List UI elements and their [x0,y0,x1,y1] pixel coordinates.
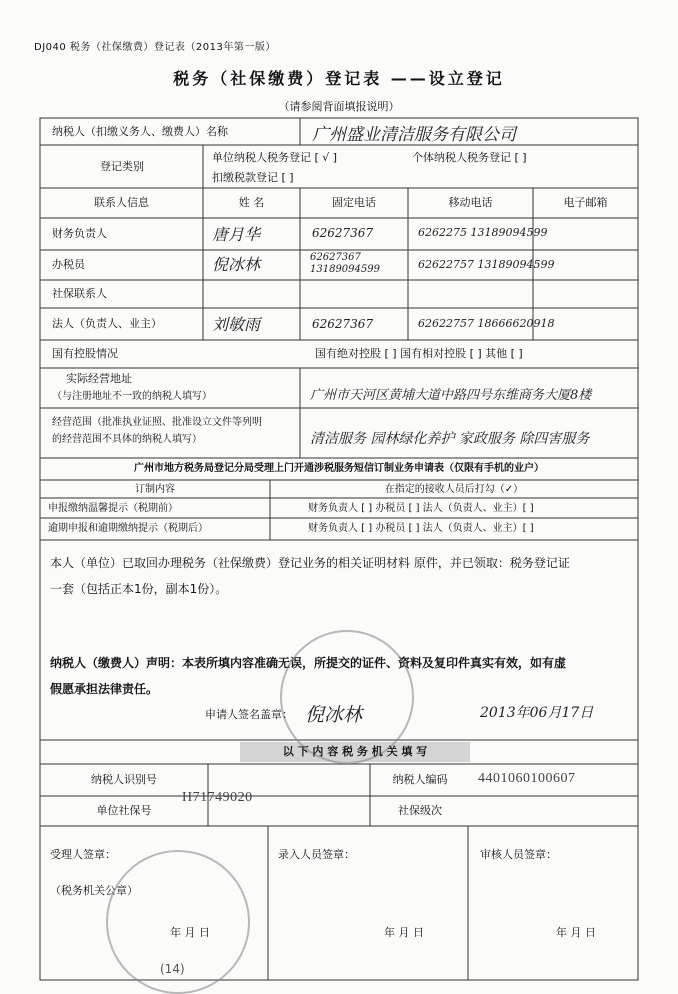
receiver-date[interactable]: 年 月 日 [170,926,210,939]
contact-mobile-legal-rep[interactable]: 62622757 18666620918 [418,317,555,330]
review-signature-label: 审核人员签章： [480,848,557,861]
state-control-label: 国有控股情况 [52,347,118,360]
contact-role-tax-clerk: 办税员 [52,258,85,271]
tax-office-seal-number: (14) [160,962,185,976]
statement-line1: 本人（单位）已取回办理税务（社保缴费）登记业务的相关证明材料 原件，并已领取：税务登记证 [50,556,570,570]
sms-row-overdue-label: 逾期申报和逾期缴纳提示（税期后） [48,523,208,534]
contact-name-finance[interactable]: 唐月华 [212,225,261,244]
social-security-grade-label: 社保级次 [398,804,442,817]
state-control-options[interactable]: 国有绝对控股 [ ] 国有相对控股 [ ] 其他 [ ] [315,347,523,360]
tax-office-heading: 以 下 内 容 税 务 机 关 填 写 [282,745,428,758]
contact-role-social-security: 社保联系人 [52,287,107,300]
scope-label: 经营范围（批准执业证照、批准设立文件等列明 [52,417,262,428]
address-note: （与注册地址不一致的纳税人填写） [52,391,212,402]
contact-name-legal-rep[interactable]: 刘敏雨 [212,315,261,334]
form-code: DJ040 税务（社保缴费）登记表（2013年第一版） [34,42,276,53]
review-date[interactable]: 年 月 日 [556,926,596,939]
social-security-no-value[interactable]: H71749020 [182,790,253,805]
sms-heading: 广州市地方税务局登记分局受理上门开通涉税服务短信订制业务申请表（仅限有手机的业户） [134,463,544,474]
company-seal [280,630,414,764]
contacts-header-phone: 固定电话 [332,196,376,209]
sms-row-reminder-label: 申报缴纳温馨提示（税期前） [48,503,178,514]
sms-col-receivers: 在指定的接收人员后打勾（✓） [384,484,524,495]
registration-option-withholding[interactable]: 扣缴税款登记 [ ] [212,171,294,184]
contact-phone-legal-rep[interactable]: 62627367 [312,317,374,331]
entry-signature-label: 录入人员签章： [278,848,355,861]
contact-phone-finance[interactable]: 62627367 [312,226,374,240]
contact-role-finance: 财务负责人 [52,227,107,240]
taxpayer-name-label: 纳税人（扣缴义务人、缴费人）名称 [52,125,228,138]
taxpayer-code-label: 纳税人编码 [392,773,448,786]
address-label: 实际经营地址 [66,372,132,385]
signature-date[interactable]: 2013年06月17日 [480,705,594,721]
registration-option-individual[interactable]: 个体纳税人税务登记 [ ] [412,151,527,164]
taxpayer-name-value[interactable]: 广州盛业清洁服务有限公司 [312,125,516,145]
declaration-line1: 纳税人（缴费人）声明：本表所填内容准确无误，所提交的证件、资料及复印件真实有效，如有虚 [50,656,567,670]
declaration-line2: 假愿承担法律责任。 [50,682,159,696]
receiver-signature-label: 受理人签章： [50,848,116,861]
contacts-header-mobile: 移动电话 [448,196,493,209]
taxpayer-id-label: 纳税人识别号 [91,773,157,786]
entry-date[interactable]: 年 月 日 [384,926,424,939]
sms-col-content: 订制内容 [135,484,175,495]
signature-value[interactable]: 倪冰林 [305,704,363,726]
contact-role-legal-rep: 法人（负责人、业主） [52,317,162,330]
contacts-header-email: 电子邮箱 [563,196,608,209]
contact-phone-tax-clerk[interactable]: 62627367 13189094599 [310,252,380,275]
social-security-no-label: 单位社保号 [96,804,152,817]
sms-row-reminder-options[interactable]: 财务负责人 [ ] 办税员 [ ] 法人（负责人、业主）[ ] [308,503,534,514]
address-value[interactable]: 广州市天河区黄埔大道中路四号东维商务大厦8楼 [310,388,592,403]
registration-option-unit[interactable]: 单位纳税人税务登记 [ √ ] [212,151,338,164]
contacts-header-info: 联系人信息 [94,196,149,209]
form-subtitle: （请参阅背面填报说明） [278,100,400,113]
registration-type-label: 登记类别 [100,160,144,173]
sms-row-overdue-options[interactable]: 财务负责人 [ ] 办税员 [ ] 法人（负责人、业主）[ ] [308,523,534,534]
scope-label-line2: 的经营范围不具体的纳税人填写） [52,434,202,445]
contact-mobile-finance[interactable]: 6262275 13189094599 [418,226,548,239]
signature-label: 申请人签名盖章： [205,708,293,721]
contacts-header-name: 姓 名 [238,196,265,209]
taxpayer-code-value[interactable]: 4401060100607 [478,771,576,786]
contact-name-tax-clerk[interactable]: 倪冰林 [212,255,261,274]
form-title: 税务（社保缴费）登记表 ——设立登记 [173,69,505,88]
scope-value[interactable]: 清洁服务 园林绿化养护 家政服务 除四害服务 [310,431,590,447]
contact-mobile-tax-clerk[interactable]: 62622757 13189094599 [418,258,555,271]
statement-line2: 一套（包括正本1份，副本1份）。 [50,582,228,596]
tax-office-seal-label: （税务机关公章） [50,884,138,897]
